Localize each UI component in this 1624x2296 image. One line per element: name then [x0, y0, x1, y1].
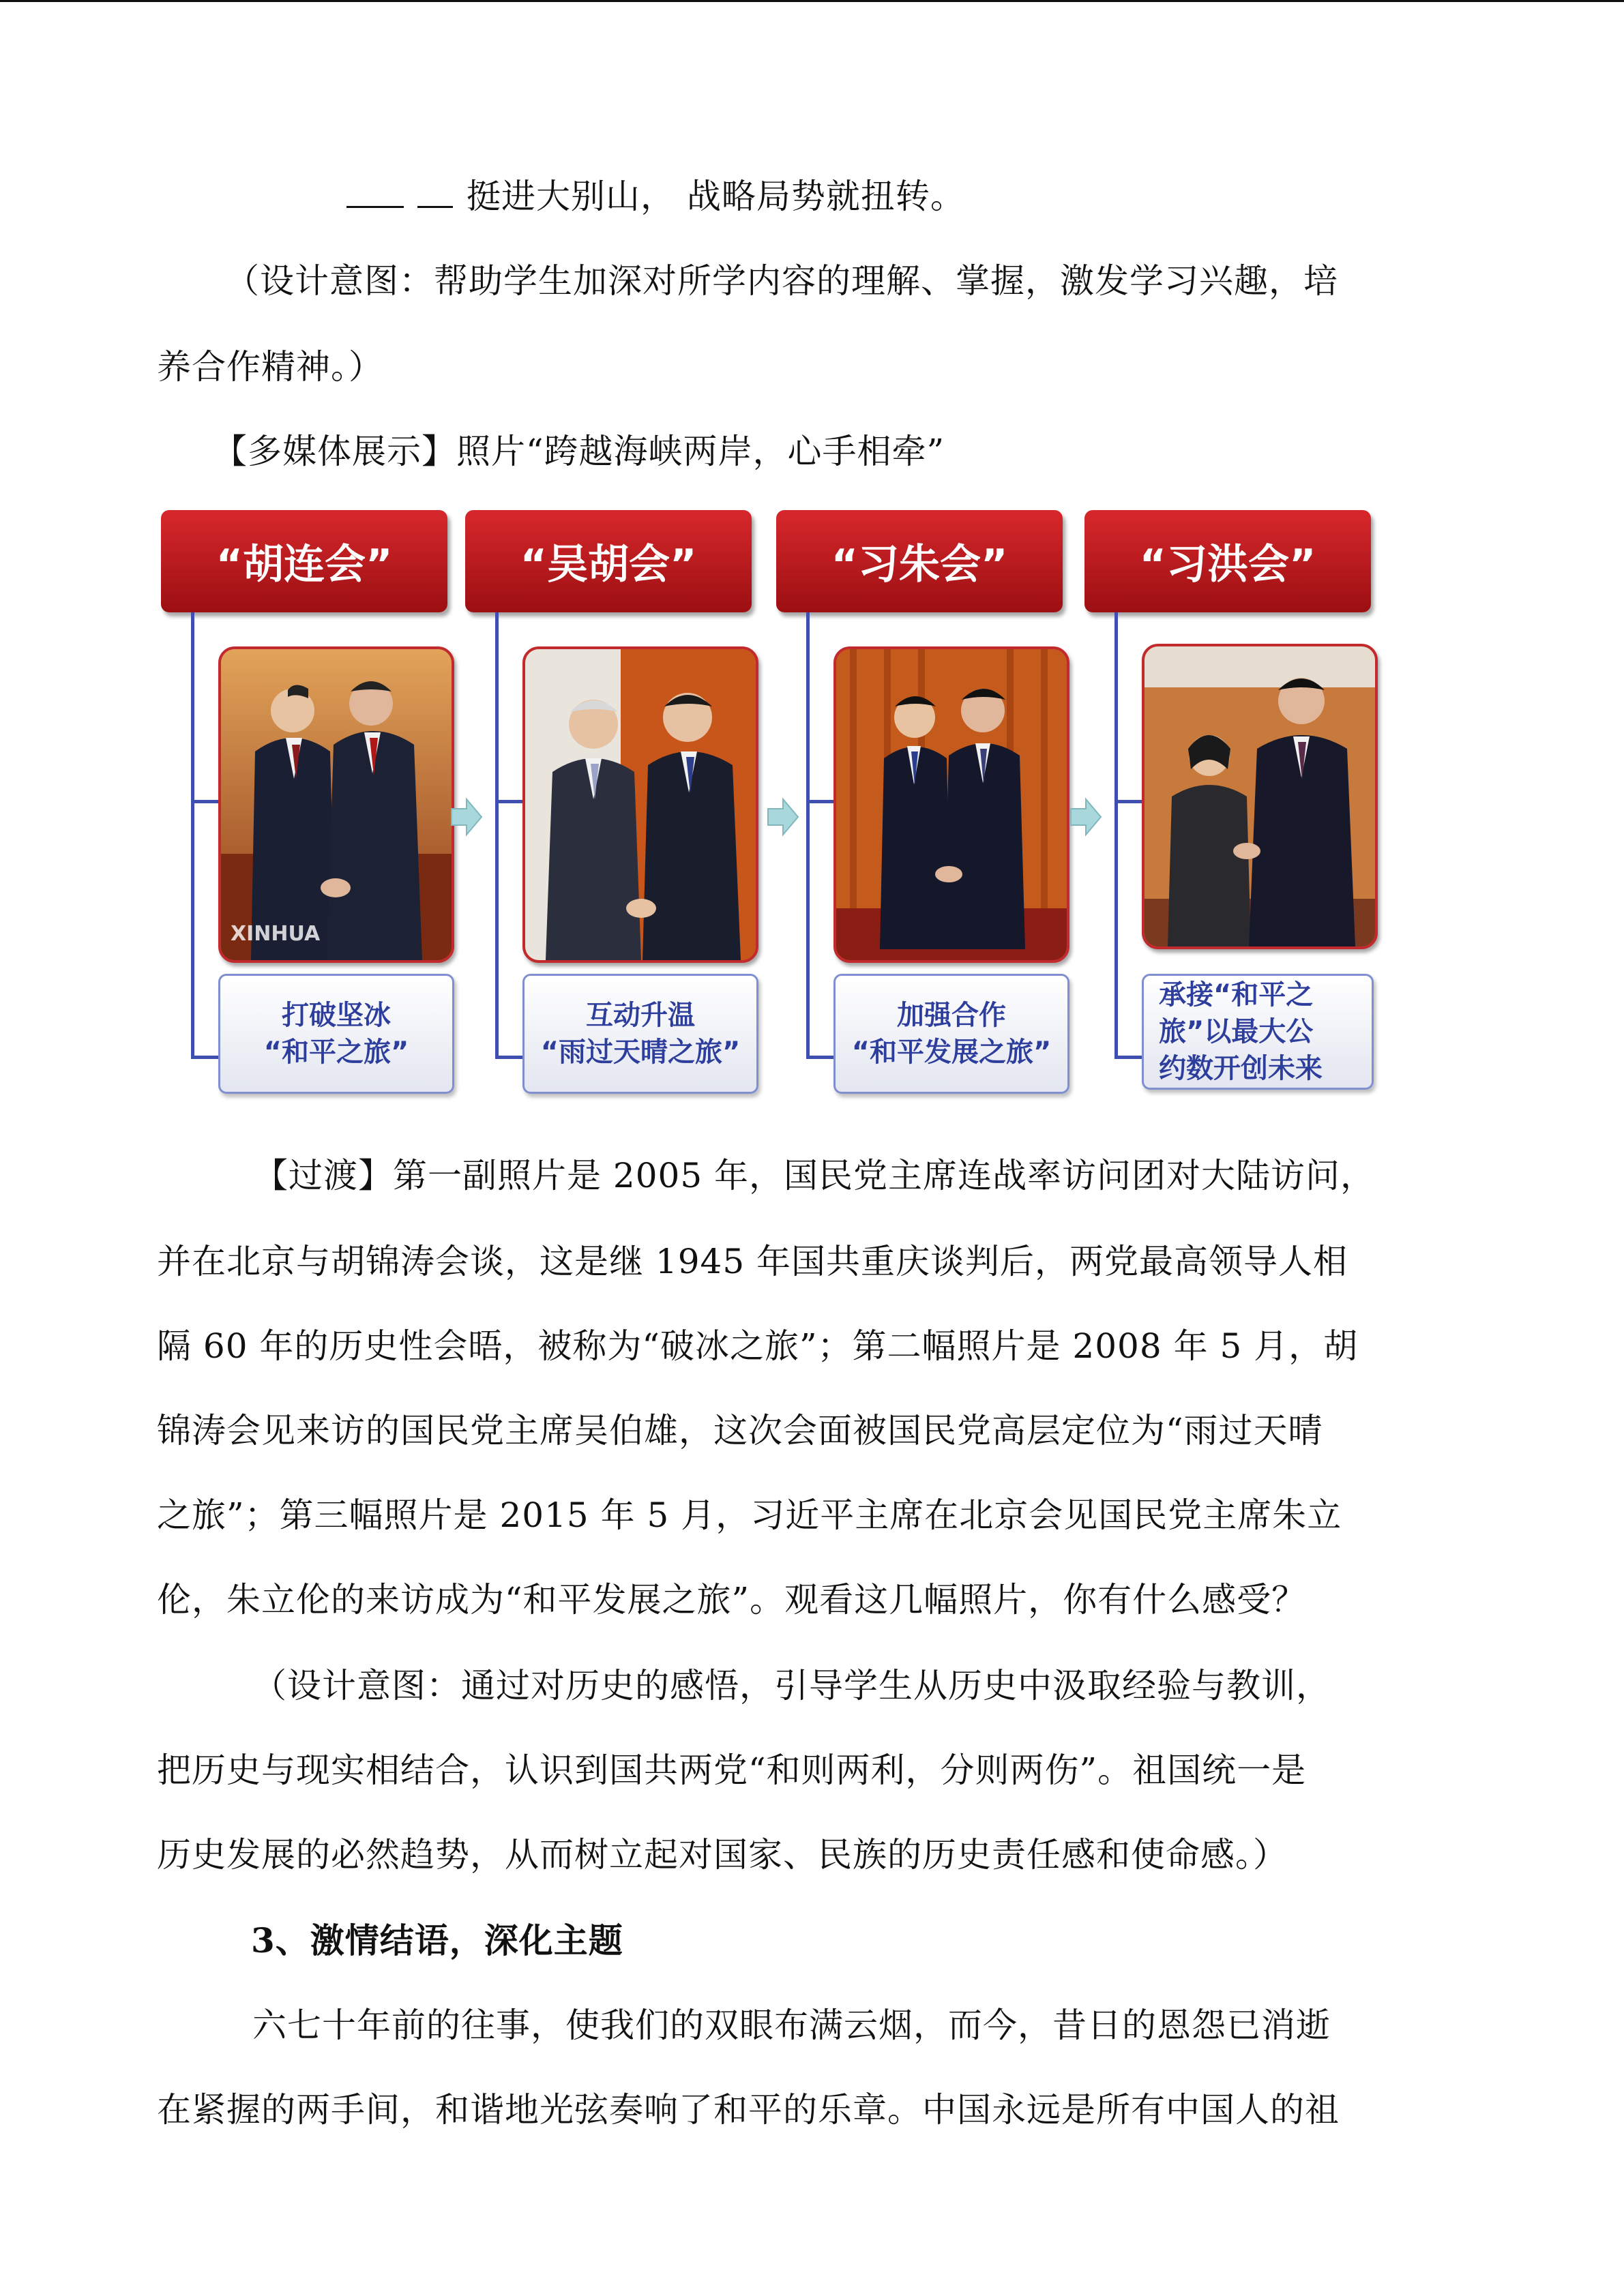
- connector-branch: [495, 800, 524, 803]
- handshake-photo-image: [525, 649, 756, 960]
- panel-title: “习洪会”: [1084, 510, 1371, 612]
- connector-branch: [191, 1056, 218, 1059]
- blank-underline-1: [346, 179, 404, 208]
- section-heading: 3、激情结语，深化主题: [251, 1920, 623, 1960]
- design-intent-1-line-2: 养合作精神。）: [157, 347, 383, 387]
- panel-title: “胡连会”: [161, 510, 447, 612]
- transition-line-6: 伦，朱立伦的来访成为“和平发展之旅”。观看这几幅照片，你有什么感受？: [157, 1580, 1307, 1620]
- meeting-photo-3: [833, 646, 1069, 963]
- transition-line-1: 【过渡】第一副照片是 2005 年，国民党主席连战率访问团对大陆访问，: [254, 1156, 1376, 1195]
- transition-line-2: 并在北京与胡锦涛会谈，这是继 1945 年国共重庆谈判后，两党最高领导人相: [157, 1242, 1348, 1281]
- caption-line-1: 互动升温: [586, 1000, 695, 1031]
- caption-line-2: “雨过天晴之旅”: [540, 1037, 741, 1068]
- caption-line-2: 旅”以最大公: [1159, 1016, 1314, 1047]
- design-intent-2-line-1: （设计意图：通过对历史的感悟，引导学生从历史中汲取经验与教训，: [252, 1666, 1331, 1705]
- handshake-photo-image: [1145, 646, 1375, 946]
- caption-line-1: 加强合作: [897, 1000, 1006, 1031]
- connector-branch: [1114, 1056, 1142, 1059]
- handshake-photo-image: [221, 649, 452, 960]
- connector-branch: [1114, 800, 1143, 803]
- transition-line-4: 锦涛会见来访的国民党主席吴伯雄，这次会面被国民党高层定位为“雨过天晴: [157, 1411, 1323, 1450]
- panel-title: “吴胡会”: [465, 510, 752, 612]
- panel-caption: [833, 974, 1069, 1094]
- blank-underline-2: [417, 179, 453, 208]
- photo-watermark: XINHUA: [231, 922, 321, 946]
- handshake-photo-image: [836, 649, 1067, 960]
- meeting-panel-4: [1084, 510, 1385, 1103]
- closing-line-2: 在紧握的两手间，和谐地光弦奏响了和平的乐章。中国永远是所有中国人的祖: [157, 2090, 1340, 2130]
- fill-blank-line: [346, 176, 965, 217]
- connector-line: [495, 612, 499, 1059]
- panel-caption: [522, 974, 758, 1094]
- cross-strait-meetings-figure: [156, 510, 1376, 1103]
- caption-line-2: “和平之旅”: [263, 1037, 409, 1068]
- fill-blank-text: 挺进大别山， 战略局势就扭转。: [467, 177, 965, 216]
- connector-branch: [191, 800, 220, 803]
- transition-line-5: 之旅”；第三幅照片是 2015 年 5 月，习近平主席在北京会见国民党主席朱立: [157, 1495, 1342, 1535]
- connector-line: [191, 612, 194, 1059]
- connector-line: [1114, 612, 1118, 1059]
- meeting-panel-1: [161, 510, 461, 1103]
- panel-caption: [218, 974, 454, 1094]
- connector-branch: [806, 800, 835, 803]
- meeting-panel-3: [776, 510, 1076, 1103]
- page-top-border: [0, 0, 1624, 2]
- caption-line-3: 约数开创未来: [1159, 1053, 1323, 1084]
- meeting-photo-2: [522, 646, 758, 963]
- multimedia-heading: 【多媒体展示】照片“跨越海峡两岸，心手相牵”: [213, 432, 945, 471]
- design-intent-2-line-3: 历史发展的必然趋势，从而树立起对国家、民族的历史责任感和使命感。）: [157, 1835, 1288, 1875]
- caption-line-2: “和平发展之旅”: [851, 1037, 1052, 1068]
- panel-title: “习朱会”: [776, 510, 1063, 612]
- connector-branch: [806, 1056, 833, 1059]
- meeting-panel-2: [465, 510, 765, 1103]
- design-intent-1-line-1: （设计意图：帮助学生加深对所学内容的理解、掌握，激发学习兴趣，培: [225, 261, 1338, 301]
- caption-line-1: 承接“和平之: [1159, 979, 1314, 1011]
- meeting-photo-4: [1142, 644, 1378, 949]
- transition-line-3: 隔 60 年的历史性会晤，被称为“破冰之旅”；第二幅照片是 2008 年 5 月，胡: [157, 1326, 1359, 1366]
- connector-line: [806, 612, 810, 1059]
- connector-branch: [495, 1056, 522, 1059]
- meeting-photo-1: [218, 646, 454, 963]
- panel-caption: [1142, 974, 1374, 1090]
- caption-line-1: 打破坚冰: [282, 1000, 391, 1031]
- design-intent-2-line-2: 把历史与现实相结合，认识到国共两党“和则两利，分则两伤”。祖国统一是: [157, 1750, 1307, 1790]
- closing-line-1: 六七十年前的往事，使我们的双眼布满云烟，而今，昔日的恩怨已消逝: [252, 2006, 1331, 2045]
